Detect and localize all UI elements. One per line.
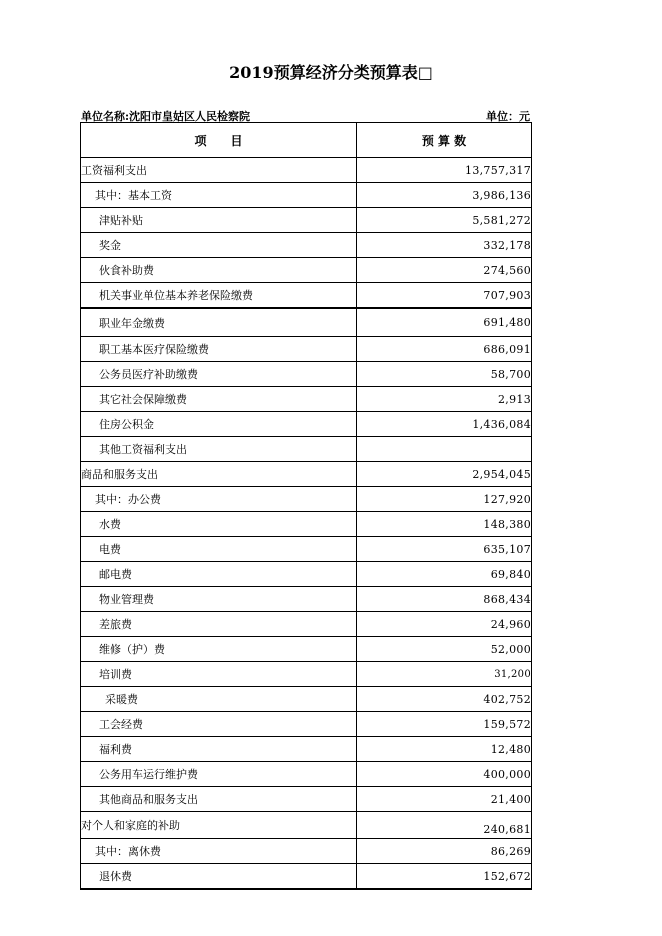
- row-value: 3,986,136: [357, 183, 532, 208]
- table-row: [81, 158, 532, 183]
- table-row: [81, 662, 532, 687]
- row-value: 69,840: [357, 562, 532, 587]
- row-label: 其他工资福利支出: [81, 437, 357, 462]
- table-row: [81, 712, 532, 737]
- table-row: [81, 587, 532, 612]
- row-value: 86,269: [357, 839, 532, 864]
- row-value: 159,572: [357, 712, 532, 737]
- row-value: 24,960: [357, 612, 532, 637]
- row-value: 332,178: [357, 233, 532, 258]
- row-label: 其中：办公费: [81, 487, 357, 512]
- row-label: 工会经费: [81, 712, 357, 737]
- row-label: 其他商品和服务支出: [81, 787, 357, 812]
- row-label: 物业管理费: [81, 587, 357, 612]
- row-label: 公务用车运行维护费: [81, 762, 357, 787]
- row-value: 400,000: [357, 762, 532, 787]
- row-value: 2,954,045: [357, 462, 532, 487]
- row-label: 住房公积金: [81, 412, 357, 437]
- row-value: 52,000: [357, 637, 532, 662]
- row-value: 2,913: [357, 387, 532, 412]
- page-title: [0, 60, 662, 83]
- row-value: 868,434: [357, 587, 532, 612]
- table-row: [81, 208, 532, 233]
- table-row: [81, 283, 532, 309]
- unit-name-label: 单位名称:沈阳市皇姑区人民检察院: [81, 110, 251, 123]
- table-row: [81, 864, 532, 890]
- table-row: [81, 637, 532, 662]
- row-value: 21,400: [357, 787, 532, 812]
- row-label: 福利费: [81, 737, 357, 762]
- table-row: [81, 362, 532, 387]
- row-label: 差旅费: [81, 612, 357, 637]
- table-row: [81, 562, 532, 587]
- row-value: 148,380: [357, 512, 532, 537]
- table-row: [81, 233, 532, 258]
- row-label: 水费: [81, 512, 357, 537]
- table-row: [81, 812, 532, 839]
- row-label: 培训费: [81, 662, 357, 687]
- row-value: 5,581,272: [357, 208, 532, 233]
- table-row: [81, 687, 532, 712]
- table-row: [81, 612, 532, 637]
- row-label: 采暖费: [81, 687, 357, 712]
- row-value: 240,681: [357, 812, 532, 839]
- row-label: 其中：离休费: [81, 839, 357, 864]
- row-label: 机关事业单位基本养老保险缴费: [81, 283, 357, 309]
- budget-table: [80, 122, 532, 890]
- row-value: 31,200: [357, 662, 532, 687]
- title-suffix: □: [417, 63, 433, 82]
- table-row: [81, 412, 532, 437]
- row-value: 686,091: [357, 337, 532, 362]
- row-value: 402,752: [357, 687, 532, 712]
- table-row: [81, 537, 532, 562]
- row-label: 公务员医疗补助缴费: [81, 362, 357, 387]
- row-value: 707,903: [357, 283, 532, 309]
- row-label: 津贴补贴: [81, 208, 357, 233]
- row-label: 邮电费: [81, 562, 357, 587]
- row-label: 职业年金缴费: [81, 308, 357, 337]
- row-label: 奖金: [81, 233, 357, 258]
- column-header-amount: 预 算 数: [357, 123, 532, 158]
- column-header-item: 项 目: [81, 123, 357, 158]
- row-label: 退休费: [81, 864, 357, 890]
- row-label: 其它社会保障缴费: [81, 387, 357, 412]
- row-value: 274,560: [357, 258, 532, 283]
- row-value: 635,107: [357, 537, 532, 562]
- row-value: 13,757,317: [357, 158, 532, 183]
- table-row: [81, 308, 532, 337]
- table-row: [81, 737, 532, 762]
- row-value: 58,700: [357, 362, 532, 387]
- row-value: 691,480: [357, 308, 532, 337]
- table-row: [81, 787, 532, 812]
- row-label: 工资福利支出: [81, 158, 357, 183]
- row-label: 伙食补助费: [81, 258, 357, 283]
- table-row: [81, 462, 532, 487]
- table-row: [81, 258, 532, 283]
- table-row: [81, 839, 532, 864]
- row-label: 维修（护）费: [81, 637, 357, 662]
- row-label: 商品和服务支出: [81, 462, 357, 487]
- table-row: [81, 387, 532, 412]
- table-row: [81, 487, 532, 512]
- row-value: 127,920: [357, 487, 532, 512]
- table-header-row: [81, 123, 532, 158]
- row-value: [357, 437, 532, 462]
- row-value: 12,480: [357, 737, 532, 762]
- currency-unit-label: 单位：元: [486, 110, 530, 123]
- title-text: 2019预算经济分类预算表: [229, 63, 418, 82]
- table-row: [81, 437, 532, 462]
- row-label: 职工基本医疗保险缴费: [81, 337, 357, 362]
- table-row: [81, 183, 532, 208]
- row-value: 152,672: [357, 864, 532, 890]
- table-row: [81, 762, 532, 787]
- row-label: 电费: [81, 537, 357, 562]
- row-label: 对个人和家庭的补助: [81, 812, 357, 839]
- row-label: 其中：基本工资: [81, 183, 357, 208]
- row-value: 1,436,084: [357, 412, 532, 437]
- table-row: [81, 337, 532, 362]
- table-row: [81, 512, 532, 537]
